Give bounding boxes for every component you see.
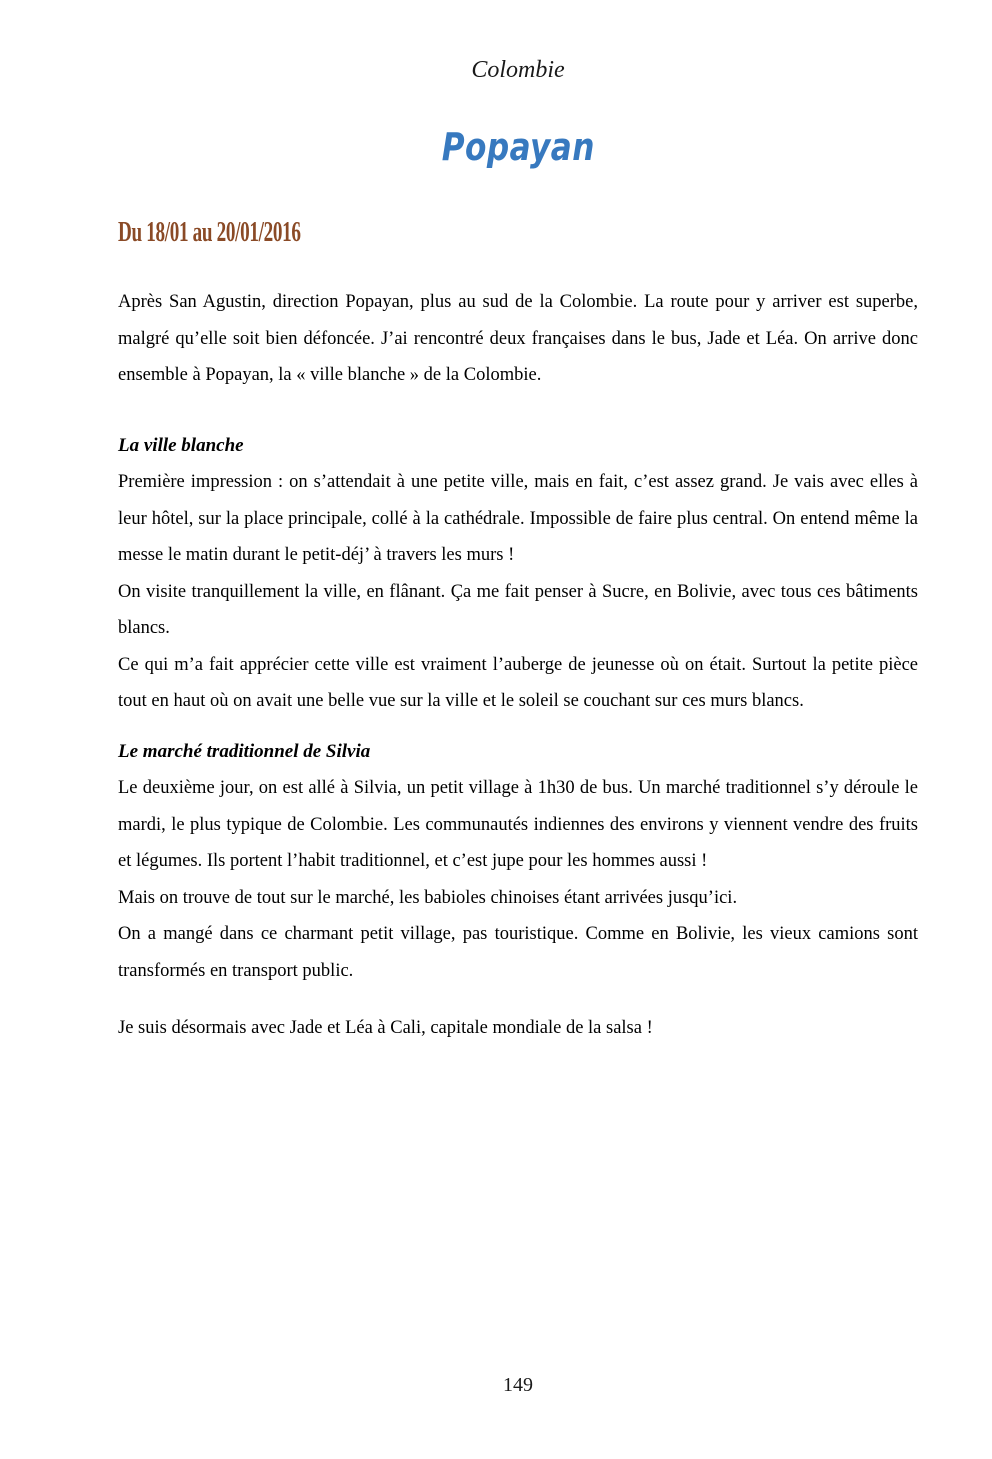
page-number: 149 xyxy=(503,1374,533,1396)
body-paragraph: Ce qui m’a fait apprécier cette ville est vraiment l’auberge de jeunesse où on était. Surtout la petite pièce tout en haut où on avait une belle vue sur la ville et le soleil se couchant sur ces murs blancs. xyxy=(118,654,918,711)
document-page xyxy=(0,56,992,1459)
page-title xyxy=(118,124,918,170)
body-paragraph: On a mangé dans ce charmant petit village, pas touristique. Comme en Bolivie, les vieux camions sont transformés en transport public. xyxy=(118,924,918,981)
section-heading: Le marché traditionnel de Silvia xyxy=(118,740,371,762)
page-title-text: Popayan xyxy=(441,125,595,169)
body-paragraph: Mais on trouve de tout sur le marché, les babioles chinoises étant arrivées jusqu’ici. xyxy=(118,887,738,908)
body-paragraph: On visite tranquillement la ville, en flânant. Ça me fait penser à Sucre, en Bolivie, avec tous ces bâtiments blancs. xyxy=(118,581,918,638)
closing-paragraph: Je suis désormais avec Jade et Léa à Cali, capitale mondiale de la salsa ! xyxy=(118,1018,653,1038)
date-range xyxy=(118,215,918,249)
body-paragraph: Première impression : on s’attendait à une petite ville, mais en fait, c’est assez grand. Je vais avec elles à leur hôtel, sur la place principale, collé à la cathédrale. Impossible de faire plus central. On entend même la messe le matin durant le petit-déj’ à travers les murs ! xyxy=(118,472,918,565)
intro-paragraph: Après San Agustin, direction Popayan, plus au sud de la Colombie. La route pour y arriver est superbe, malgré qu’elle soit bien défoncée. J’ai rencontré deux françaises dans le bus, Jade et Léa. On arrive donc ensemble à Popayan, la « ville blanche » de la Colombie. xyxy=(118,292,918,385)
date-range-text: Du 18/01 au 20/01/2016 xyxy=(118,216,301,248)
sections-container xyxy=(118,428,918,990)
section-heading: La ville blanche xyxy=(118,434,244,456)
body-paragraph: Le deuxième jour, on est allé à Silvia, un petit village à 1h30 de bus. Un marché traditionnel s’y déroule le mardi, le plus typique de Colombie. Les communautés indiennes des environs y viennent vendre des fruits et légumes. Ils portent l’habit traditionnel, et c’est jupe pour les hommes aussi ! xyxy=(118,778,918,871)
document-header: Colombie xyxy=(471,57,565,83)
